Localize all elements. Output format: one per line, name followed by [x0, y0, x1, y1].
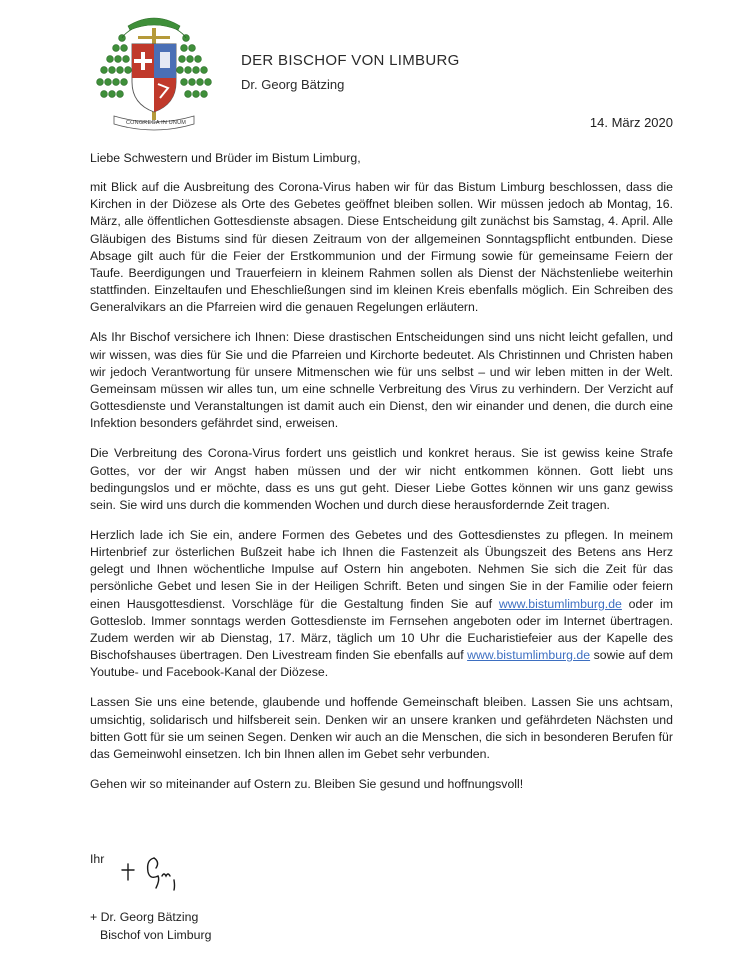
sender-block	[90, 908, 211, 944]
letterhead-subtitle: Dr. Georg Bätzing	[241, 77, 345, 92]
letter-body	[90, 150, 673, 806]
paragraph-closures: mit Blick auf die Ausbreitung des Corona-Virus haben wir für das Bistum Limburg beschlossen, dass die Kirchen in der Diözese als Orte des Gebetes geöffnet bleiben sollen. Wir müssen jedoch ab Montag, 16. März, alle öffentlichen Gottesdienste absagen. Diese Entscheidung gilt zunächst bis Samstag, 4. April. Alle Gläubigen des Bistums sind für diesen Zeitraum von der allgemeinen Sonntagspflicht entbunden. Diese Absage gilt auch für die Feier der Erstkommunion und der Firmung sowie für gemeinsame Feiern der Taufe. Beerdigungen und Trauerfeiern in kleinem Rahmen sollen als Dienst der Nächstenliebe weiterhin stattfinden. Einzeltaufen und Eheschließungen sind im kleinen Kreis ebenfalls möglich. Ein Schreiben des Generalvikars an die Pfarreien wird die genauen Regelungen erläutern.	[90, 180, 673, 315]
website-link[interactable]: www.bistumlimburg.de	[467, 648, 591, 663]
invitation-text-1: Herzlich lade ich Sie ein, andere Formen des Gebetes und des Gottesdienstes zu pflegen. In meinem Hirtenbrief zur österlichen Bußzeit habe ich Ihnen die Fastenzeit als Übungszeit des Betens ans Herz gelegt und Ihnen wöchentliche Impulse auf Ostern hin angeboten. Nehmen Sie sich die Zeit für das persönliche Gebet und lesen Sie in der Heiligen Schrift. Beten und singen Sie in der Familie oder feiern einen Hausgottesdienst. Vorschläge für die Gestaltung finden Sie auf	[90, 527, 673, 611]
sender-role: Bischof von Limburg	[100, 928, 212, 942]
invitation-text-2: oder im Gotteslob. Immer sonntags werden Gottesdienste im Fernsehen angeboten oder im Internet übertragen. Zudem werden wir ab Dienstag, 17. März, täglich um 10 Uhr die Eucharistiefeier aus der Kapelle des Bischofshauses übertragen. Den Livestream finden Sie ebenfalls auf	[90, 596, 674, 663]
paragraph-spiritual-challenge: Die Verbreitung des Corona-Virus fordert uns geistlich und konkret heraus. Sie ist gewiss keine Strafe Gottes, vor der wir Angst haben müssen und der wir nicht entkommen können. Gott liebt uns bedingungslos und er möchte, dass es uns gut geht. Dieser Liebe Gottes können wir uns ganz gewiss sein. Sie wird uns durch die kommenden Wochen und durch diese herausfordernde Zeit tragen.	[90, 446, 673, 512]
letter-date: 14. März 2020	[589, 115, 673, 130]
closing-word: Ihr	[90, 852, 105, 866]
website-link[interactable]: www.bistumlimburg.de	[498, 596, 622, 611]
paragraph-invitation	[90, 527, 673, 681]
letterhead-title: DER BISCHOF VON LIMBURG	[241, 52, 460, 69]
paragraph-farewell: Gehen wir so miteinander auf Ostern zu. Bleiben Sie gesund und hoffnungsvoll!	[90, 777, 524, 791]
invitation-text-3: sowie auf dem Youtube- und Facebook-Kanal der Diözese.	[90, 648, 673, 680]
paragraph-bishop-assurance: Als Ihr Bischof versichere ich Ihnen: Diese drastischen Entscheidungen sind uns nicht leicht gefallen, und wir wissen, was dies für Sie und die Pfarreien und Kirchorte bedeutet. Als Christinnen und Christen haben wir jedoch Verantwortung für unsere Mitmenschen wie für uns selbst – und wir leben mitten in der Welt. Gemeinsam müssen wir alles tun, um eine schnelle Verbreitung des Virus zu verhindern. Der Verzicht auf Gottesdienste und Veranstaltungen ist damit auch ein Dienst, den wir einander und denen, die durch eine Infektion besonders gefährdet sind, erweisen.	[90, 330, 673, 431]
paragraph-community: Lassen Sie uns eine betende, glaubende und hoffende Gemeinschaft bleiben. Lassen Sie uns achtsam, umsichtig, solidarisch und hilfsbereit sein. Denken wir an unsere kranken und gefährdeten Nächsten und bitten Gott für sie um seinen Segen. Denken wir auch an die Menschen, die sich in besonderen Berufen für das Gemeinwohl einsetzen. Ich bin Ihnen allen im Gebet sehr verbunden.	[90, 695, 673, 761]
crest-motto: CONGREGA IN UNUM	[126, 120, 187, 126]
handwritten-signature	[118, 850, 188, 894]
sender-name: + Dr. Georg Bätzing	[90, 910, 199, 924]
salutation: Liebe Schwestern und Brüder im Bistum Limburg,	[90, 151, 361, 165]
